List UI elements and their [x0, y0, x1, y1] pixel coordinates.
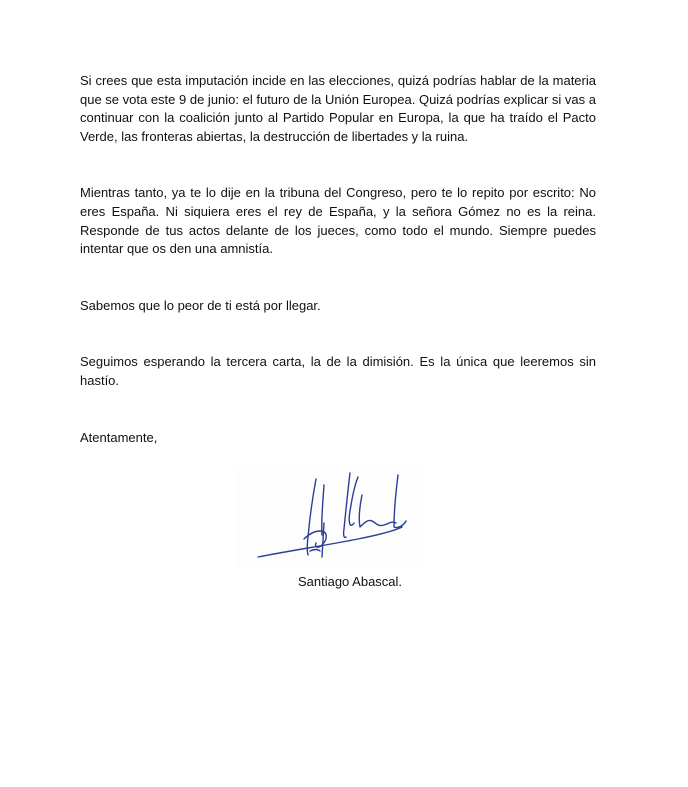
- paragraph-1: Si crees que esta imputación incide en las elecciones, quizá podrías hablar de la materia que se vota este 9 de junio: el futuro de la Unión Europea. Quizá podrías explicar si vas a continuar con la coalición junto al Partido Popular en Europa, la que ha traído el Pacto Verde, las fronteras abiertas, la destrucción de libertades y la ruina.: [80, 73, 596, 144]
- paragraph-2: Mientras tanto, ya te lo dije en la tribuna del Congreso, pero te lo repito por escrito: No eres España. Ni siquiera eres el rey de España, y la señora Gómez no es la reina. Responde de tus actos delante de los jueces, como todo el mundo. Siempre puedes intentar que os den una amnistía.: [80, 185, 596, 257]
- signature-icon: [238, 465, 424, 569]
- handwritten-signature: [238, 465, 424, 569]
- closing-salutation: Atentamente,: [80, 429, 158, 445]
- paragraph-3: Sabemos que lo peor de ti está por llegar.: [80, 297, 321, 313]
- signer-name: Santiago Abascal.: [297, 574, 403, 589]
- letter-body: [80, 72, 596, 447]
- paragraph-4: Seguimos esperando la tercera carta, la de la dimisión. Es la única que leeremos sin hastío.: [80, 354, 596, 388]
